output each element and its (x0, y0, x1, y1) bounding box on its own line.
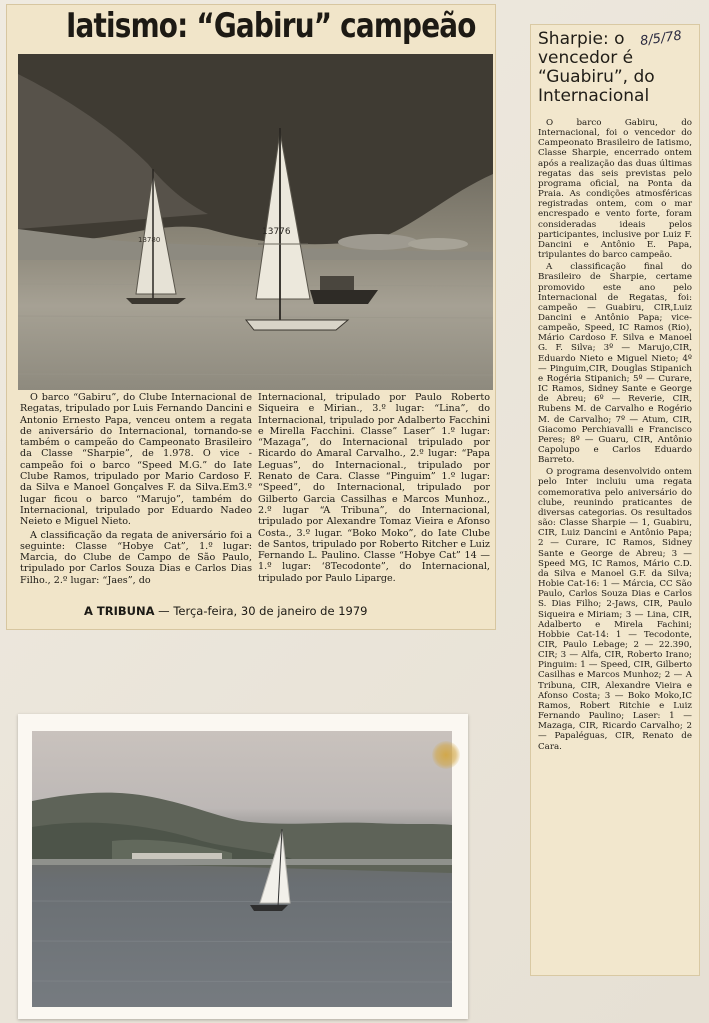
sail-number-1: 13780 (138, 236, 161, 244)
caption-paragraph: Internacional, tripulado por Paulo Roberto Siqueira e Mirian., 3.º lugar: “Lina”, do Internacional, tripulado por Adalberto Facchini e Mirella Facchini. Classe” Laser” 1.º lugar: “Mazaga”, do Internacional tripulado por Ricardo do Amaral Carvalho., 2.º lugar: “Papa Leguas”, do Internacional., tripulado por Renato de Cara. Classe “Pinguim” 1.º lugar: “Speed”, do Internacional, tripulado por Gilberto Garcia Cassilhas e Marcos Munhoz., 2.º lugar “A Tribuna”, do Internacional, tripulado por Alexandre Tomaz Vieira e Afonso Costa., 3.º lugar. “Boko Moko”, do Iate Clube de Santos, tripulado por Roberto Ritcher e Luiz Fernando L. Paulino. Classe “Hobye Cat” 14 — 1.º lugar: ‘8Tecodonte”, do Internacional, tripulado por Paulo Liparge. (258, 392, 490, 584)
article-paragraph: O programa desenvolvido ontem pelo Inter incluiu uma regata comemorativa pelo aniversário do clube, reunindo praticantes de diversas categorias. Os resultados são: Classe Sharpie — 1, Guabiru, CIR, Luiz Dancini e Antônio Papa; 2 — Curare, IC Ramos, Sidney Sante e George de Abreu; 3 — Speed MG, IC Ramos, Mário C.D. da Silva e Manoel G.F. da Silva; Hobie Cat-16: 1 — Márcia, CC São Paulo, Carlos Souza Dias e Carlos S. Dias Filho; 2-Jaws, CIR, Paulo Siqueira e Miriam; 3 — Lina, CIR, Adalberto e Mirela Fachini; Hobbie Cat-14: 1 — Tecodonte, CIR, Paulo Lebage; 2 — 22.390, CIR; 3 — Alfa, CIR, Roberto Irano; Pinguim: 1 — Speed, CIR, Gilberto Casilhas e Marcos Munhoz; 2 — A Tribuna, CIR, Alexandre Vieira e Afonso Costa; 3 — Boko Moko,IC Ramos, Robert Ritchie e Luiz Fernando Paulino; Laser: 1 — Mazaga, CIR, Ricardo Carvalho; 2 — Papaléguas, CIR, Renato de Cara. (538, 467, 692, 752)
handwritten-date: 8/5/78 (639, 28, 683, 50)
article-paragraph: A classificação final do Brasileiro de Sharpie, certame promovido este ano pelo Internacional de Regatas, foi: campeão — Guabiru, CIR,Luiz Dancini e Antônio Papa; vice-campeão, Speed, IC Ramos (Rio), Mário Cardoso F. Silva e Manoel G. F. Silva; 3º — Marujo,CIR, Eduardo Nieto e Miguel Nieto; 4º — Pinguim,CIR, Douglas Stipanich e Rogéria Stipanich; 5º — Curare, IC Ramos, Sidney Sante e George de Abreu; 6º — Reverie, CIR, Rubens M. de Carvalho e Rogério M. de Carvalho; 7º — Atum, CIR, Giacomo Perchiavalli e Francisco Peres; 8º — Guaru, CIR, Antônio Capolupo e Carlos Eduardo Barreto. (538, 262, 692, 466)
sail-number-2: 13776 (262, 227, 291, 237)
tape-stain (432, 741, 460, 769)
source-line (84, 604, 414, 622)
publication-date: — Terça-feira, 30 de janeiro de 1979 (154, 604, 368, 618)
sailboat-snapshot (32, 731, 452, 1007)
regatta-photo (18, 54, 493, 390)
caption-paragraph: A classificação da regata de aniversário foi a seguinte: Classe “Hobye Cat”, 1.º lugar: Marcia, do Clube de Campo de São Paulo, tripulado por Carlos Souza Dias e Carlos Dias Filho., 2.º lugar: “Jaes”, do (20, 529, 252, 586)
snapshot-photo-frame (18, 714, 468, 1019)
caption-column-right (258, 392, 490, 586)
newspaper-clipping-tribuna (6, 4, 496, 630)
newspaper-clipping-sharpie (530, 24, 700, 976)
caption-paragraph: O barco “Gabiru”, do Clube Internacional de Regatas, tripulado por Luis Fernando Dancini e Antonio Ernesto Papa, venceu ontem a regata de aniversário do Internacional, tornando-se também o campeão do Campeonato Brasileiro da Classe “Sharpie”, de 1.978. O vice - campeão foi o barco “Speed M.G.” do Iate Clube Ramos, tripulado por Mario Cardoso F. da Silva e Manoel Gonçalves F. da Silva.Em3.º lugar ficou o barco “Marujo”, também do Internacional, tripulado por Eduardo Nadeo Neieto e Miguel Nieto. (20, 392, 252, 528)
newspaper-name: A TRIBUNA (84, 604, 155, 618)
clipping-headline: Iatismo: “Gabiru” campeão (66, 6, 476, 46)
article-paragraph: O barco Gabiru, do Internacional, foi o vencedor do Campeonato Brasileiro de Iatismo, Classe Sharpie, encerrado ontem após a realização das duas últimas regatas das seis previstas pelo programa oficial, na Ponta da Praia. As condições atmosféricas registradas ontem, com o mar encrespado e vento forte, foram consideradas ideais pelos participantes, inclusive por Luiz F. Dancini e Antônio E. Papa, tripulantes do barco campeão. (538, 118, 692, 261)
article-body (538, 118, 692, 754)
caption-column-left (20, 392, 252, 588)
regatta-photo-art (18, 54, 493, 390)
clipping-title: Sharpie: o vencedor é “Guabiru”, do Internacional (538, 29, 655, 106)
sailboat-snapshot-art (32, 731, 452, 1007)
